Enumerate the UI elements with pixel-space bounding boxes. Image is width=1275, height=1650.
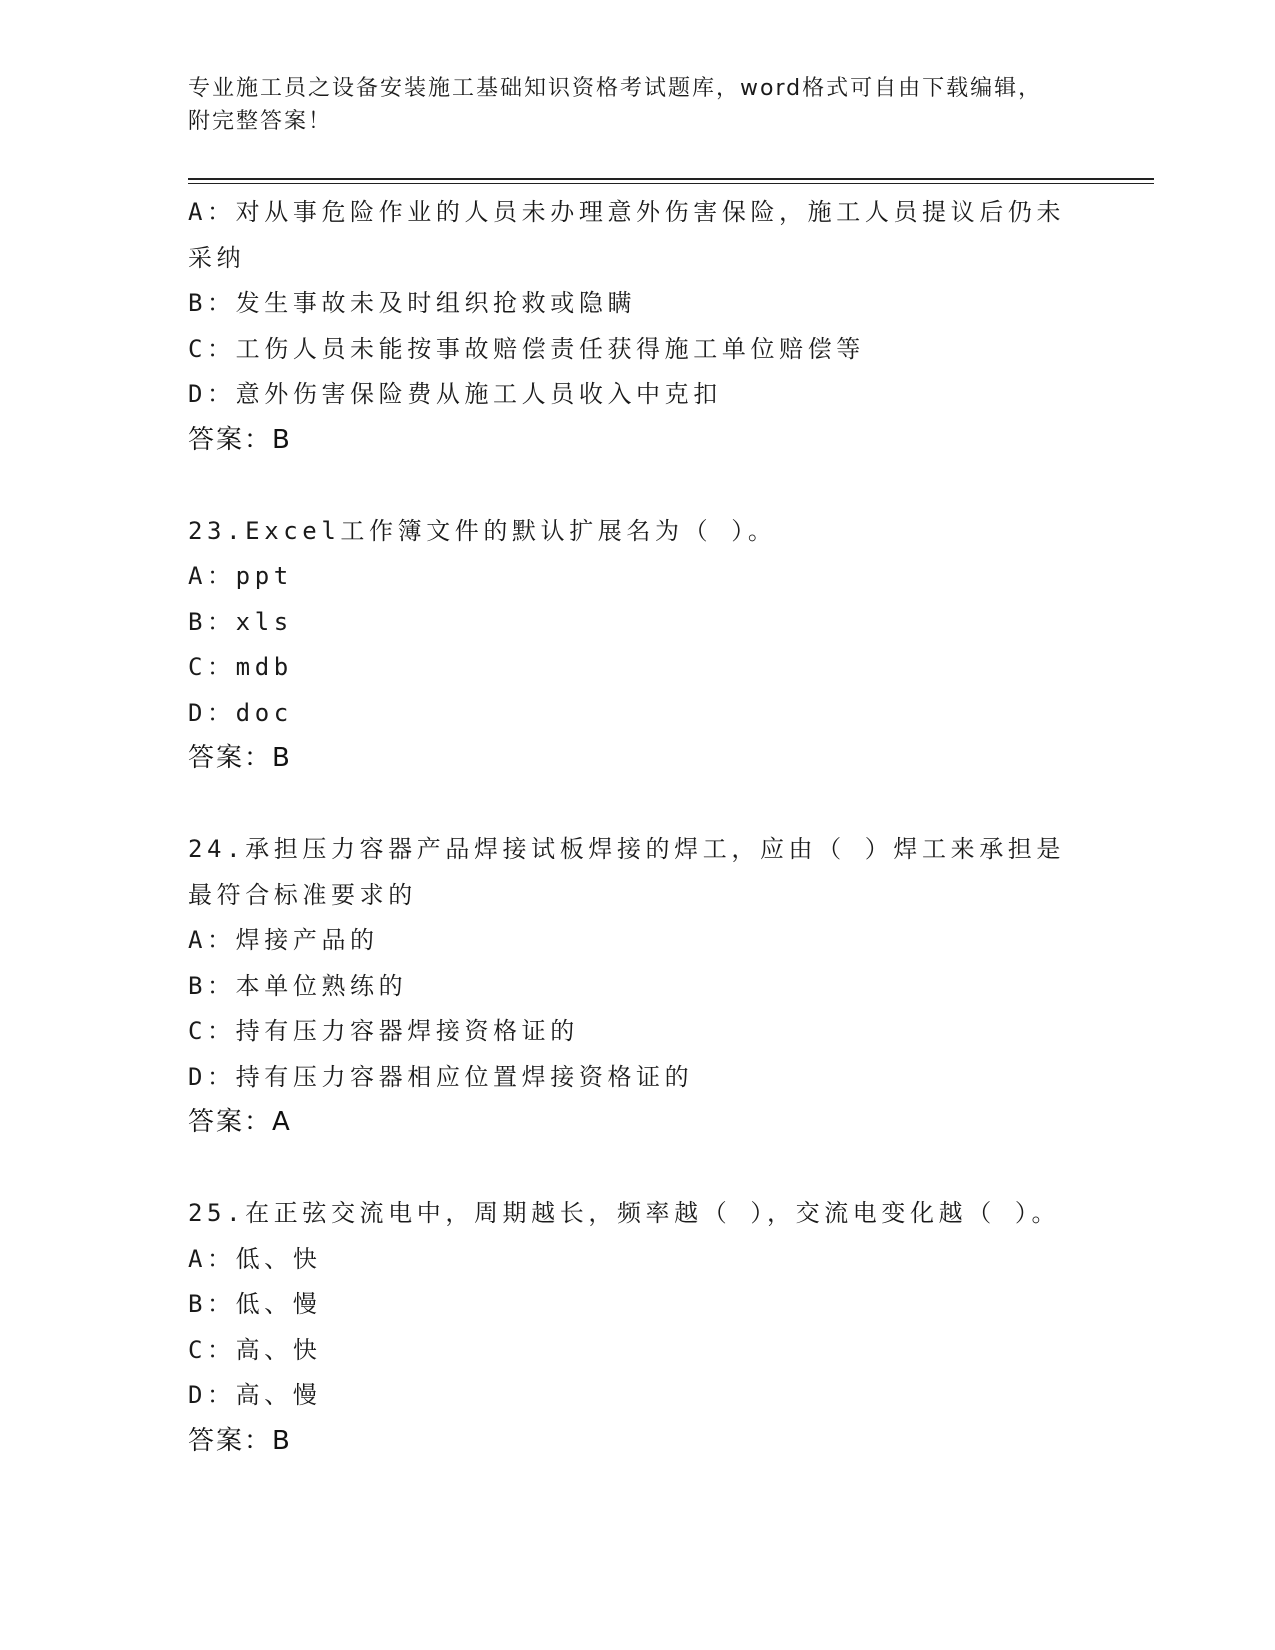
option-b: B：xls [188, 607, 293, 636]
question-23-block [188, 509, 1088, 782]
option-d: D：高、慢 [188, 1381, 322, 1409]
option-c: C：mdb [188, 653, 293, 681]
question-text-line-2: 最符合标准要求的 [188, 880, 417, 909]
header-divider-thick [188, 178, 1154, 180]
question-22-block [188, 190, 1088, 463]
spacer [188, 782, 1088, 828]
answer-line: 答案：A [188, 1107, 292, 1137]
question-text: 23.Excel工作簿文件的默认扩展名为（ ）。 [188, 516, 777, 545]
question-24-block [188, 827, 1088, 1146]
answer-line: 答案：B [188, 1425, 292, 1456]
option-b: B：低、慢 [188, 1290, 322, 1318]
answer-line: 答案：B [188, 424, 292, 455]
option-c: C：工伤人员未能按事故赔偿责任获得施工单位赔偿等 [188, 334, 865, 363]
question-text-line-1: 24.承担压力容器产品焊接试板焊接的焊工，应由（ ）焊工来承担是 [188, 835, 1065, 863]
option-a-line-1: A：对从事危险作业的人员未办理意外伤害保险，施工人员提议后仍未 [188, 198, 1066, 226]
option-d: D：持有压力容器相应位置焊接资格证的 [188, 1062, 694, 1091]
header-divider-thin [188, 183, 1154, 184]
option-c: C：持有压力容器焊接资格证的 [188, 1017, 579, 1045]
option-d: D：意外伤害保险费从施工人员收入中克扣 [188, 380, 722, 408]
document-header [188, 72, 1068, 138]
header-title-line-1: 专业施工员之设备安装施工基础知识资格考试题库，word格式可自由下载编辑， [188, 76, 1043, 101]
question-text: 25.在正弦交流电中，周期越长，频率越（ ），交流电变化越（ ）。 [188, 1199, 1061, 1227]
question-25-block [188, 1191, 1088, 1464]
spacer [188, 1146, 1088, 1192]
question-list [188, 190, 1088, 1464]
option-a: A：ppt [188, 562, 293, 590]
option-d: D：doc [188, 698, 293, 727]
option-b: B：发生事故未及时组织抢救或隐瞒 [188, 289, 637, 317]
answer-line: 答案：B [188, 743, 292, 773]
option-b: B：本单位熟练的 [188, 971, 408, 1000]
option-a: A：焊接产品的 [188, 926, 379, 954]
option-c: C：高、快 [188, 1335, 322, 1364]
option-a-line-2: 采纳 [188, 243, 246, 272]
header-title-line-2: 附完整答案！ [188, 109, 333, 134]
spacer [188, 463, 1088, 509]
option-a: A：低、快 [188, 1244, 322, 1273]
